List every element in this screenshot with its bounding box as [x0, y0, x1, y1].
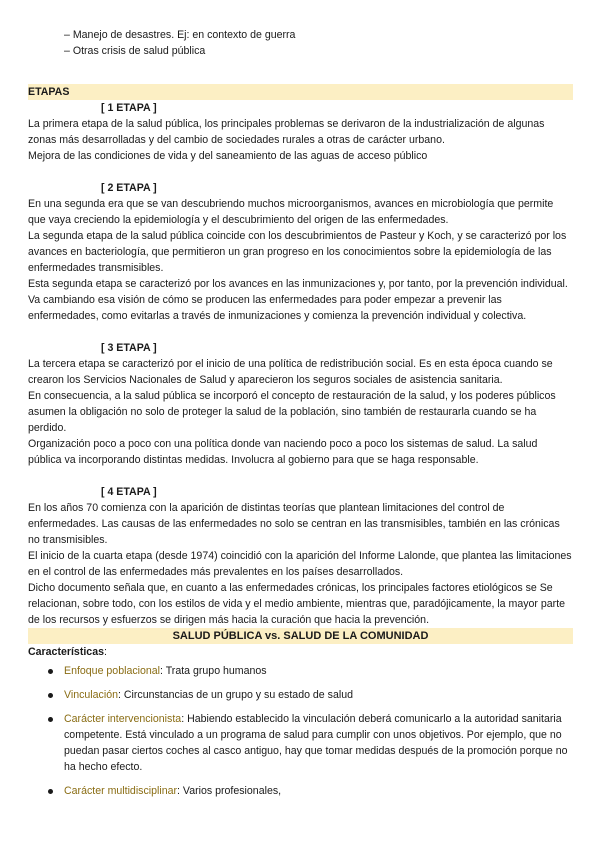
section-heading-comparison: SALUD PÚBLICA vs. SALUD DE LA COMUNIDAD — [28, 628, 573, 644]
term: Enfoque poblacional — [64, 665, 161, 677]
stage-title-4: [ 4 ETAPA ] — [101, 486, 157, 498]
document-content — [28, 27, 573, 807]
term-description: : Habiendo establecido la vinculación deberá comunicarlo a la autoridad sanitaria competente. Está vinculado a un programa de salud para cumplir con unos objetivos. Por ejemplo, que no puedan pasar ciertos coches al casco antiguo, hay que tomar medidas después de la promoción porque no ha hecho efecto. — [64, 713, 568, 773]
term: Carácter multidisciplinar — [64, 785, 178, 797]
characteristics-list — [28, 663, 573, 799]
list-item — [48, 783, 573, 799]
bullet-icon — [48, 693, 53, 698]
term-description: : Trata grupo humanos — [160, 665, 267, 677]
term-description: : Varios profesionales, — [177, 785, 282, 797]
list-item: – Otras crisis de salud pública — [64, 43, 573, 59]
paragraph: Esta segunda etapa se caracterizó por los avances en las inmunizaciones y, por tanto, por la prevención individual. — [28, 278, 568, 290]
term-description: : Circunstancias de un grupo y su estado de salud — [118, 689, 353, 701]
bullet-icon — [48, 669, 53, 674]
paragraph: Organización poco a poco con una política donde van naciendo poco a poco los sistemas de salud. La salud pública va incorporando distintas medidas. Involucra al gobierno para que se haga responsable. — [28, 438, 538, 466]
list-item — [48, 687, 573, 703]
paragraph: El inicio de la cuarta etapa (desde 1974) coincidió con la aparición del Informe Lalonde, que plantea las limitaciones en el control de las enfermedades más prevalentes en los países desarrollados. — [28, 550, 572, 578]
paragraph: En una segunda era que se van descubriendo muchos microorganismos, avances en microbiología que permite que vaya creciendo la epidemiología y el descubrimiento del origen de las enfermedades. — [28, 198, 554, 226]
stage-title-1: [ 1 ETAPA ] — [101, 102, 157, 114]
paragraph: La segunda etapa de la salud pública coincide con los descubrimientos de Pasteur y Koch, y se caracterizó por los avances en bacteriología, que permitieron un gran progreso en los conocimientos sobre la epidemiología de las enfermedades transmisibles. — [28, 230, 567, 274]
paragraph: En consecuencia, a la salud pública se incorporó el concepto de restauración de la salud, y los poderes públicos asumen la obligación no solo de proteger la salud de la población, sino también de restaurarla cuando se ha perdido. — [28, 390, 556, 434]
term: Vinculación — [64, 689, 118, 701]
term: Carácter intervencionista — [64, 713, 182, 725]
stage-title-3: [ 3 ETAPA ] — [101, 342, 157, 354]
paragraph: La primera etapa de la salud pública, los principales problemas se derivaron de la industrialización de algunas zonas más desarrolladas y del cambio de sociedades rurales a otras de carácter urbano. — [28, 118, 545, 146]
paragraph: Va cambiando esa visión de cómo se producen las enfermedades para poder empezar a prevenir las enfermedades, como evitarlas a través de inmunizaciones y comienza la prevención individual y colectiva. — [28, 294, 527, 322]
subheading-label: Características — [28, 646, 104, 658]
list-item — [48, 663, 573, 679]
paragraph: Mejora de las condiciones de vida y del saneamiento de las aguas de acceso público — [28, 150, 428, 162]
bullet-icon — [48, 789, 53, 794]
bullet-icon — [48, 717, 53, 722]
characteristics-subheading — [28, 644, 573, 660]
subheading-suffix: : — [103, 646, 107, 658]
top-dash-list — [28, 27, 573, 59]
stage-title-2: [ 2 ETAPA ] — [101, 182, 157, 194]
section-heading-etapas: ETAPAS — [28, 84, 573, 100]
list-item — [48, 711, 573, 775]
paragraph: La tercera etapa se caracterizó por el inicio de una política de redistribución social. Es en esta época cuando se crearon los Servicios Nacionales de Salud y aparecieron los seguros sociales de asistencia sanitaria. — [28, 358, 553, 386]
paragraph: Dicho documento señala que, en cuanto a las enfermedades crónicas, los principales factores etiológicos se Se relacionan, sobre todo, con los estilos de vida y el medio ambiente, mientras que, paradójicamente, la mayor parte de los recursos y esfuerzos se dirigen más hacia la curación que hacia la prevención. — [28, 582, 566, 626]
paragraph: En los años 70 comienza con la aparición de distintas teorías que plantean limitaciones del control de enfermedades. Las causas de las enfermedades no solo se centran en las transmisibles, también en las crónicas no transmisibles. — [28, 502, 560, 546]
list-item: – Manejo de desastres. Ej: en contexto de guerra — [64, 27, 573, 43]
